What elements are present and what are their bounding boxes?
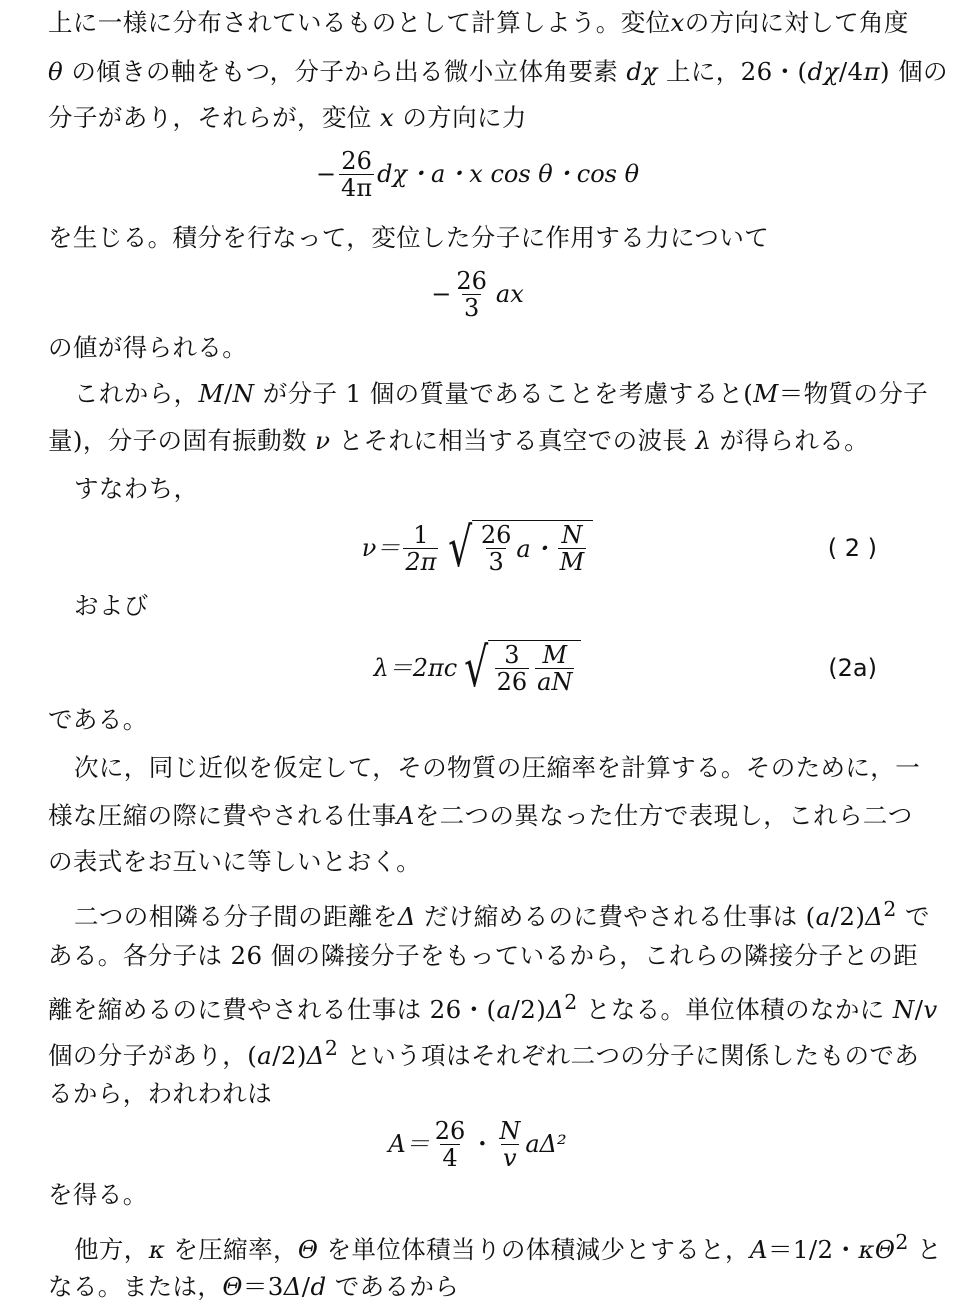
text-line: なる。または，Θ＝3Δ/d であるから [48,1272,460,1301]
text-line: および [74,591,149,620]
equation-2a-wavelength: λ＝2πc √ $\frac{3}{26}$ $\frac{M}{aN}$ (2a) [373,636,877,699]
text-line: これから，M/N が分子 1 個の質量であることを考慮すると(M＝物質の分子 [74,379,929,408]
text-line: るから，われわれは [48,1079,273,1108]
equation-number: (2a) [828,654,877,682]
text-line: を生じる。積分を行なって，変位した分子に作用する力について [48,223,770,252]
equation-number: ( 2 ) [827,534,877,562]
text-line: すなわち， [74,474,199,503]
text-line: 分子があり，それらが，変位 x の方向に力 [48,103,527,132]
text-line: を得る。 [48,1180,148,1209]
text-line: 量)，分子の固有振動数 ν とそれに相当する真空での波長 λ が得られる。 [48,426,870,455]
text-line: の値が得られる。 [48,333,248,362]
text-line: 上に一様に分布されているものとして計算しよう。変位xの方向に対して角度 [48,8,909,37]
text-line: 他方，κ を圧縮率，Θ を単位体積当りの体積減少とすると，A＝1/2・$\kappa\Theta^2$ と [74,1230,942,1265]
text-line: θ の傾きの軸をもつ，分子から出る微小立体角要素 dχ 上に，26・(dχ/4π) 個の [48,57,948,86]
text-line: の表式をお互いに等しいとおく。 [48,847,422,876]
text-line: 離を縮めるのに費やされる仕事は 26・$(a/2)\Delta^2$ となる。単位体積のなかに N/v [48,990,938,1025]
text-line: 次に，同じ近似を仮定して，その物質の圧縮率を計算する。そのために，一 [74,753,921,782]
text-line: 個の分子があり，$(a/2)\Delta^2$ という項はそれぞれ二つの分子に関係したものであ [48,1036,920,1071]
text-line: 様な圧縮の際に費やされる仕事Aを二つの異なった仕方で表現し，これら二つ [48,801,913,830]
equation-2-frequency: ν＝ $\frac{1}{2\pi}$ √ $\frac{26}{3}$ a・ $\frac{N}{M}$ ( 2 ) [361,516,877,579]
text-line: 二つの相隣る分子間の距離をΔ だけ縮めるのに費やされる仕事は $(a/2)\Delta^2$ で [74,897,930,932]
equation-work: A＝ $\frac{26}{4}$ ・ $\frac{N}{v}$ aΔ² [388,1116,567,1172]
text-line: である。 [48,705,148,734]
text-line: ある。各分子は 26 個の隣接分子をもっているから，これらの隣接分子との距 [48,941,919,970]
equation-integral-force: − $\frac{26}{3}$ ax [431,266,524,322]
equation-force: − $\frac{26}{4\pi}$ dχ・a・x cos θ・cos θ [315,146,640,202]
